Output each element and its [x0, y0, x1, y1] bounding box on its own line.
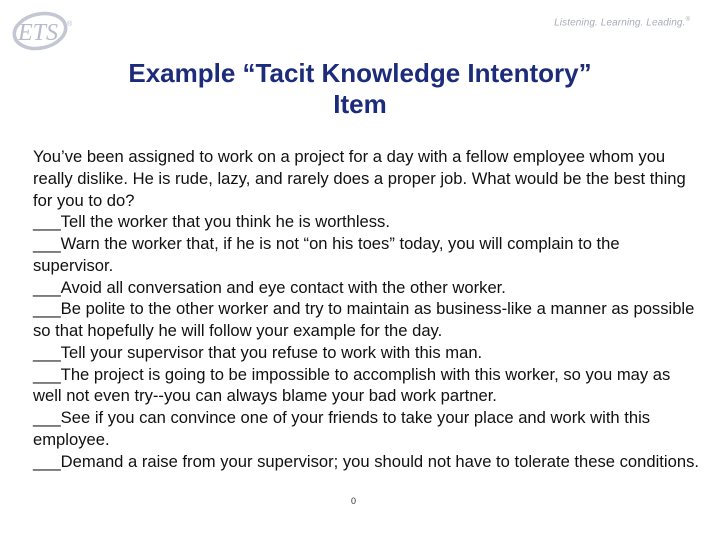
- ets-logo: [10, 8, 76, 54]
- answer-option: ___Tell your supervisor that you refuse to work with this man.: [33, 342, 483, 362]
- slide-title-line1: Example “Tacit Knowledge Intentory”: [128, 58, 592, 88]
- slide-title: [40, 58, 680, 120]
- logo-text: ETS: [18, 20, 59, 46]
- tagline-text: Listening. Learning. Leading.: [554, 17, 686, 29]
- logo-registered-mark: ®: [67, 21, 73, 28]
- answer-option: ___Be polite to the other worker and try to maintain as business-like a manner as possible so that hopefully he will follow your example for the day.: [33, 299, 695, 340]
- answer-option: ___Tell the worker that you think he is worthless.: [33, 212, 390, 232]
- answer-option: ___Avoid all conversation and eye contact with the other worker.: [33, 277, 506, 297]
- item-body: [33, 146, 701, 472]
- page-number: 0: [351, 496, 357, 506]
- answer-option: ___The project is going to be impossible to accomplish with this worker, so you may as well not even try--you can always blame your bad work partner.: [33, 364, 671, 406]
- answer-option: ___Demand a raise from your supervisor; you should not have to tolerate these conditions.: [33, 451, 699, 471]
- tagline: [554, 17, 690, 28]
- tagline-mark: ®: [685, 17, 690, 23]
- slide-title-line2: Item: [333, 89, 387, 119]
- question-text: You’ve been assigned to work on a project for a day with a fellow employee whom you really dislike. He is rude, lazy, and rarely does a proper job. What would be the best thing for you to do?: [33, 147, 686, 210]
- answer-option: ___See if you can convince one of your friends to take your place and work with this employee.: [33, 408, 651, 449]
- answer-option: ___Warn the worker that, if he is not “on his toes” today, you will complain to the supervisor.: [33, 234, 620, 275]
